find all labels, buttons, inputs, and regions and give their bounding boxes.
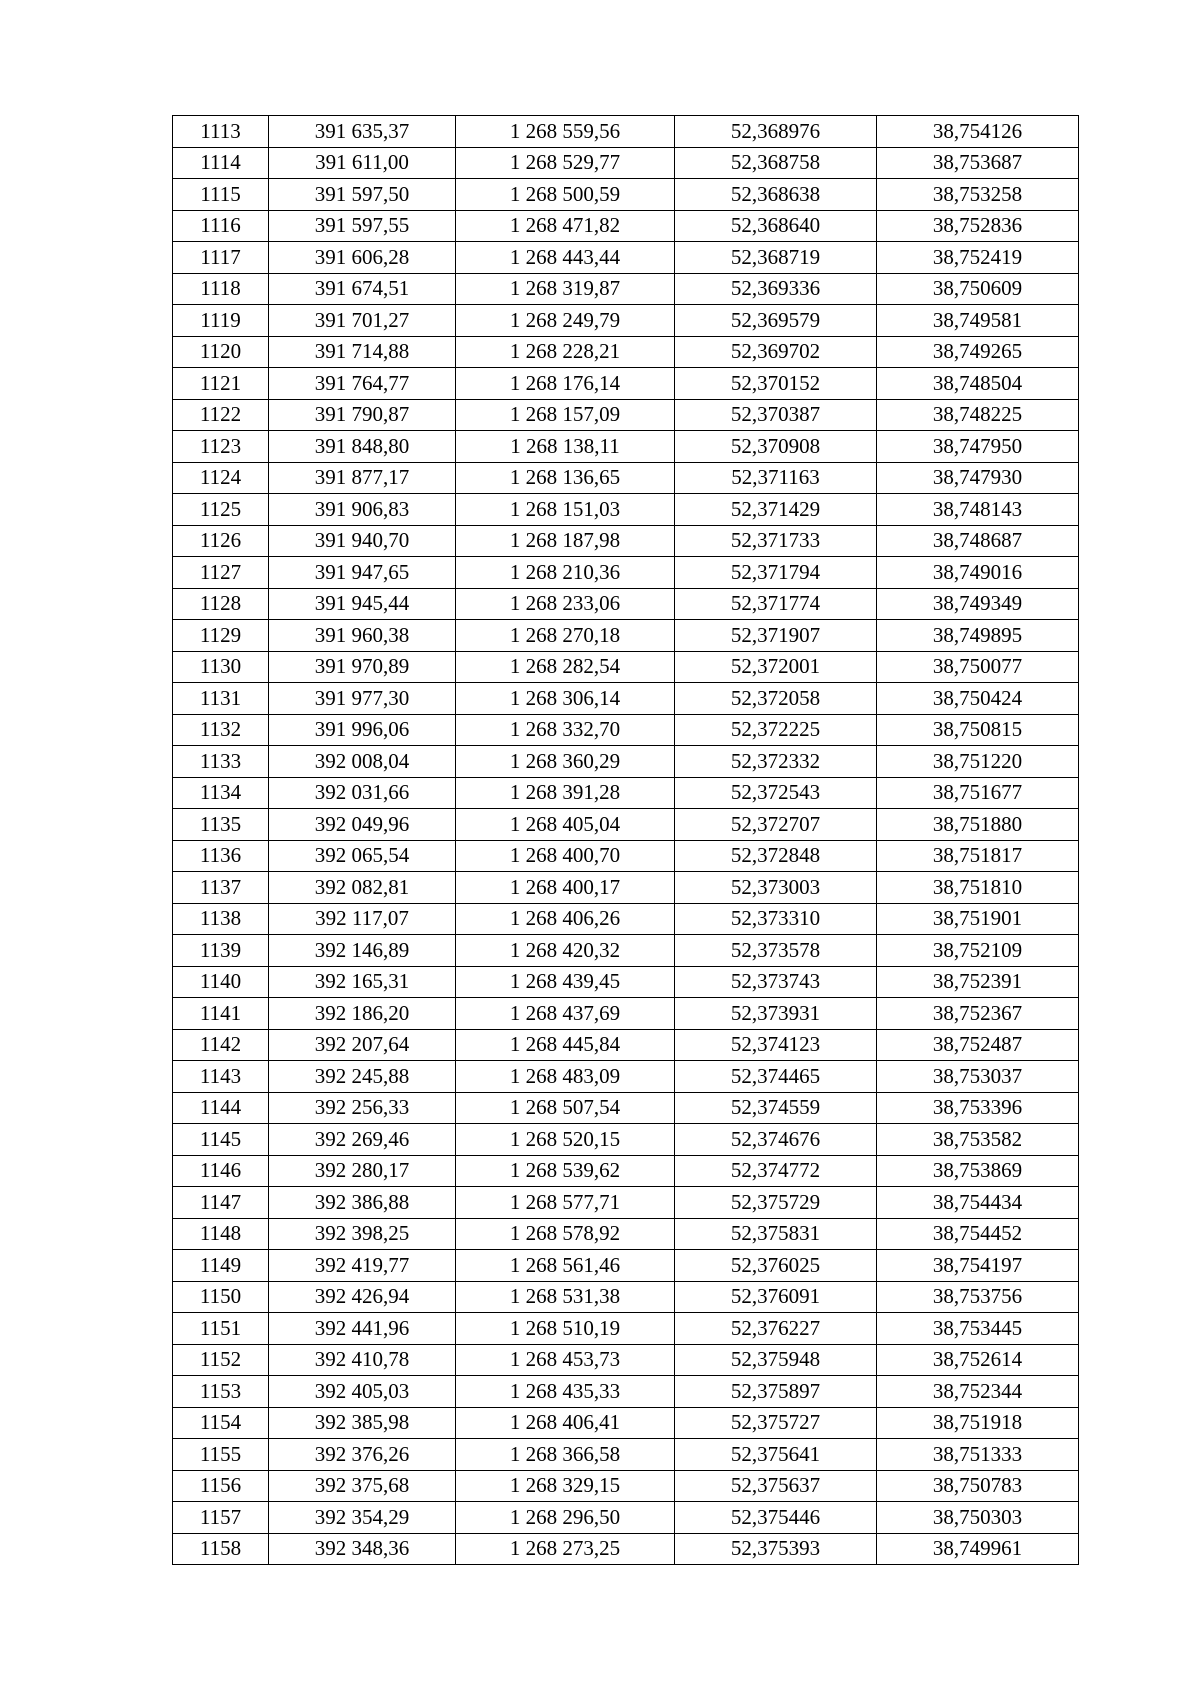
table-row <box>173 620 1079 652</box>
point-number-cell: 1144 <box>173 1092 269 1124</box>
point-number-cell: 1127 <box>173 557 269 589</box>
x-coordinate-cell: 392 375,68 <box>269 1470 456 1502</box>
longitude-cell: 38,753869 <box>877 1155 1079 1187</box>
longitude-cell: 38,752419 <box>877 242 1079 274</box>
y-coordinate-cell: 1 268 233,06 <box>456 588 675 620</box>
x-coordinate-cell: 391 970,89 <box>269 651 456 683</box>
latitude-cell: 52,368719 <box>675 242 877 274</box>
x-coordinate-cell: 392 405,03 <box>269 1376 456 1408</box>
y-coordinate-cell: 1 268 577,71 <box>456 1187 675 1219</box>
table-row <box>173 1533 1079 1565</box>
table-row <box>173 431 1079 463</box>
latitude-cell: 52,375948 <box>675 1344 877 1376</box>
x-coordinate-cell: 391 960,38 <box>269 620 456 652</box>
x-coordinate-cell: 391 674,51 <box>269 273 456 305</box>
point-number-cell: 1120 <box>173 336 269 368</box>
y-coordinate-cell: 1 268 520,15 <box>456 1124 675 1156</box>
y-coordinate-cell: 1 268 435,33 <box>456 1376 675 1408</box>
x-coordinate-cell: 392 354,29 <box>269 1502 456 1534</box>
table-row <box>173 273 1079 305</box>
latitude-cell: 52,372848 <box>675 840 877 872</box>
point-number-cell: 1136 <box>173 840 269 872</box>
point-number-cell: 1156 <box>173 1470 269 1502</box>
longitude-cell: 38,752614 <box>877 1344 1079 1376</box>
y-coordinate-cell: 1 268 360,29 <box>456 746 675 778</box>
y-coordinate-cell: 1 268 559,56 <box>456 116 675 148</box>
latitude-cell: 52,375393 <box>675 1533 877 1565</box>
table-row <box>173 777 1079 809</box>
latitude-cell: 52,371907 <box>675 620 877 652</box>
latitude-cell: 52,372707 <box>675 809 877 841</box>
table-row <box>173 966 1079 998</box>
point-number-cell: 1158 <box>173 1533 269 1565</box>
table-row <box>173 1061 1079 1093</box>
table-row <box>173 651 1079 683</box>
table-row <box>173 368 1079 400</box>
table-row <box>173 1218 1079 1250</box>
table-row <box>173 1470 1079 1502</box>
y-coordinate-cell: 1 268 157,09 <box>456 399 675 431</box>
latitude-cell: 52,371774 <box>675 588 877 620</box>
table-row <box>173 840 1079 872</box>
x-coordinate-cell: 392 008,04 <box>269 746 456 778</box>
latitude-cell: 52,371429 <box>675 494 877 526</box>
y-coordinate-cell: 1 268 445,84 <box>456 1029 675 1061</box>
latitude-cell: 52,376227 <box>675 1313 877 1345</box>
x-coordinate-cell: 392 082,81 <box>269 872 456 904</box>
y-coordinate-cell: 1 268 329,15 <box>456 1470 675 1502</box>
latitude-cell: 52,370152 <box>675 368 877 400</box>
y-coordinate-cell: 1 268 187,98 <box>456 525 675 557</box>
table-row <box>173 714 1079 746</box>
longitude-cell: 38,749581 <box>877 305 1079 337</box>
x-coordinate-cell: 392 386,88 <box>269 1187 456 1219</box>
table-row <box>173 998 1079 1030</box>
x-coordinate-cell: 392 426,94 <box>269 1281 456 1313</box>
coordinates-table-body <box>173 116 1079 1565</box>
longitude-cell: 38,749961 <box>877 1533 1079 1565</box>
x-coordinate-cell: 392 065,54 <box>269 840 456 872</box>
latitude-cell: 52,372058 <box>675 683 877 715</box>
longitude-cell: 38,749895 <box>877 620 1079 652</box>
table-row <box>173 210 1079 242</box>
x-coordinate-cell: 391 906,83 <box>269 494 456 526</box>
longitude-cell: 38,753258 <box>877 179 1079 211</box>
x-coordinate-cell: 391 611,00 <box>269 147 456 179</box>
table-row <box>173 1439 1079 1471</box>
longitude-cell: 38,754126 <box>877 116 1079 148</box>
latitude-cell: 52,371733 <box>675 525 877 557</box>
table-row <box>173 116 1079 148</box>
y-coordinate-cell: 1 268 420,32 <box>456 935 675 967</box>
x-coordinate-cell: 392 385,98 <box>269 1407 456 1439</box>
point-number-cell: 1146 <box>173 1155 269 1187</box>
x-coordinate-cell: 392 165,31 <box>269 966 456 998</box>
longitude-cell: 38,752109 <box>877 935 1079 967</box>
latitude-cell: 52,375831 <box>675 1218 877 1250</box>
x-coordinate-cell: 391 764,77 <box>269 368 456 400</box>
latitude-cell: 52,374559 <box>675 1092 877 1124</box>
x-coordinate-cell: 392 269,46 <box>269 1124 456 1156</box>
point-number-cell: 1145 <box>173 1124 269 1156</box>
latitude-cell: 52,373931 <box>675 998 877 1030</box>
point-number-cell: 1138 <box>173 903 269 935</box>
point-number-cell: 1133 <box>173 746 269 778</box>
x-coordinate-cell: 391 714,88 <box>269 336 456 368</box>
longitude-cell: 38,747930 <box>877 462 1079 494</box>
longitude-cell: 38,752487 <box>877 1029 1079 1061</box>
longitude-cell: 38,748687 <box>877 525 1079 557</box>
y-coordinate-cell: 1 268 439,45 <box>456 966 675 998</box>
latitude-cell: 52,376025 <box>675 1250 877 1282</box>
point-number-cell: 1132 <box>173 714 269 746</box>
y-coordinate-cell: 1 268 507,54 <box>456 1092 675 1124</box>
x-coordinate-cell: 391 597,55 <box>269 210 456 242</box>
longitude-cell: 38,753687 <box>877 147 1079 179</box>
point-number-cell: 1117 <box>173 242 269 274</box>
longitude-cell: 38,748504 <box>877 368 1079 400</box>
latitude-cell: 52,371794 <box>675 557 877 589</box>
table-row <box>173 1124 1079 1156</box>
longitude-cell: 38,749016 <box>877 557 1079 589</box>
point-number-cell: 1119 <box>173 305 269 337</box>
y-coordinate-cell: 1 268 138,11 <box>456 431 675 463</box>
point-number-cell: 1137 <box>173 872 269 904</box>
point-number-cell: 1143 <box>173 1061 269 1093</box>
x-coordinate-cell: 392 441,96 <box>269 1313 456 1345</box>
point-number-cell: 1139 <box>173 935 269 967</box>
table-row <box>173 903 1079 935</box>
x-coordinate-cell: 391 597,50 <box>269 179 456 211</box>
longitude-cell: 38,751677 <box>877 777 1079 809</box>
longitude-cell: 38,753037 <box>877 1061 1079 1093</box>
table-row <box>173 242 1079 274</box>
y-coordinate-cell: 1 268 578,92 <box>456 1218 675 1250</box>
x-coordinate-cell: 392 419,77 <box>269 1250 456 1282</box>
y-coordinate-cell: 1 268 296,50 <box>456 1502 675 1534</box>
x-coordinate-cell: 391 848,80 <box>269 431 456 463</box>
y-coordinate-cell: 1 268 405,04 <box>456 809 675 841</box>
latitude-cell: 52,370387 <box>675 399 877 431</box>
y-coordinate-cell: 1 268 531,38 <box>456 1281 675 1313</box>
point-number-cell: 1140 <box>173 966 269 998</box>
table-row <box>173 462 1079 494</box>
table-row <box>173 1281 1079 1313</box>
latitude-cell: 52,375637 <box>675 1470 877 1502</box>
longitude-cell: 38,750077 <box>877 651 1079 683</box>
longitude-cell: 38,749349 <box>877 588 1079 620</box>
y-coordinate-cell: 1 268 306,14 <box>456 683 675 715</box>
table-row <box>173 494 1079 526</box>
point-number-cell: 1135 <box>173 809 269 841</box>
table-row <box>173 1029 1079 1061</box>
longitude-cell: 38,754197 <box>877 1250 1079 1282</box>
longitude-cell: 38,750303 <box>877 1502 1079 1534</box>
point-number-cell: 1128 <box>173 588 269 620</box>
y-coordinate-cell: 1 268 273,25 <box>456 1533 675 1565</box>
y-coordinate-cell: 1 268 176,14 <box>456 368 675 400</box>
table-row <box>173 1407 1079 1439</box>
x-coordinate-cell: 391 945,44 <box>269 588 456 620</box>
x-coordinate-cell: 392 186,20 <box>269 998 456 1030</box>
longitude-cell: 38,747950 <box>877 431 1079 463</box>
point-number-cell: 1126 <box>173 525 269 557</box>
longitude-cell: 38,753445 <box>877 1313 1079 1345</box>
table-row <box>173 935 1079 967</box>
y-coordinate-cell: 1 268 443,44 <box>456 242 675 274</box>
longitude-cell: 38,748143 <box>877 494 1079 526</box>
latitude-cell: 52,368758 <box>675 147 877 179</box>
table-row <box>173 809 1079 841</box>
y-coordinate-cell: 1 268 406,41 <box>456 1407 675 1439</box>
y-coordinate-cell: 1 268 391,28 <box>456 777 675 809</box>
longitude-cell: 38,748225 <box>877 399 1079 431</box>
point-number-cell: 1130 <box>173 651 269 683</box>
table-row <box>173 336 1079 368</box>
table-row <box>173 588 1079 620</box>
latitude-cell: 52,370908 <box>675 431 877 463</box>
table-row <box>173 525 1079 557</box>
y-coordinate-cell: 1 268 319,87 <box>456 273 675 305</box>
y-coordinate-cell: 1 268 366,58 <box>456 1439 675 1471</box>
point-number-cell: 1155 <box>173 1439 269 1471</box>
x-coordinate-cell: 391 635,37 <box>269 116 456 148</box>
longitude-cell: 38,752391 <box>877 966 1079 998</box>
y-coordinate-cell: 1 268 249,79 <box>456 305 675 337</box>
latitude-cell: 52,372332 <box>675 746 877 778</box>
table-row <box>173 399 1079 431</box>
latitude-cell: 52,375897 <box>675 1376 877 1408</box>
latitude-cell: 52,369336 <box>675 273 877 305</box>
x-coordinate-cell: 392 245,88 <box>269 1061 456 1093</box>
point-number-cell: 1147 <box>173 1187 269 1219</box>
x-coordinate-cell: 391 977,30 <box>269 683 456 715</box>
longitude-cell: 38,752367 <box>877 998 1079 1030</box>
x-coordinate-cell: 392 207,64 <box>269 1029 456 1061</box>
latitude-cell: 52,375446 <box>675 1502 877 1534</box>
longitude-cell: 38,751880 <box>877 809 1079 841</box>
point-number-cell: 1131 <box>173 683 269 715</box>
latitude-cell: 52,374772 <box>675 1155 877 1187</box>
y-coordinate-cell: 1 268 400,17 <box>456 872 675 904</box>
point-number-cell: 1153 <box>173 1376 269 1408</box>
longitude-cell: 38,751817 <box>877 840 1079 872</box>
point-number-cell: 1123 <box>173 431 269 463</box>
point-number-cell: 1118 <box>173 273 269 305</box>
latitude-cell: 52,374676 <box>675 1124 877 1156</box>
y-coordinate-cell: 1 268 136,65 <box>456 462 675 494</box>
point-number-cell: 1152 <box>173 1344 269 1376</box>
point-number-cell: 1154 <box>173 1407 269 1439</box>
y-coordinate-cell: 1 268 228,21 <box>456 336 675 368</box>
point-number-cell: 1134 <box>173 777 269 809</box>
table-row <box>173 179 1079 211</box>
table-row <box>173 305 1079 337</box>
table-row <box>173 1155 1079 1187</box>
longitude-cell: 38,750815 <box>877 714 1079 746</box>
y-coordinate-cell: 1 268 406,26 <box>456 903 675 935</box>
latitude-cell: 52,368640 <box>675 210 877 242</box>
table-row <box>173 1250 1079 1282</box>
table-row <box>173 147 1079 179</box>
latitude-cell: 52,372225 <box>675 714 877 746</box>
x-coordinate-cell: 391 701,27 <box>269 305 456 337</box>
latitude-cell: 52,372001 <box>675 651 877 683</box>
point-number-cell: 1124 <box>173 462 269 494</box>
y-coordinate-cell: 1 268 539,62 <box>456 1155 675 1187</box>
table-row <box>173 1313 1079 1345</box>
latitude-cell: 52,374465 <box>675 1061 877 1093</box>
longitude-cell: 38,749265 <box>877 336 1079 368</box>
longitude-cell: 38,754452 <box>877 1218 1079 1250</box>
x-coordinate-cell: 391 947,65 <box>269 557 456 589</box>
latitude-cell: 52,373310 <box>675 903 877 935</box>
longitude-cell: 38,754434 <box>877 1187 1079 1219</box>
point-number-cell: 1129 <box>173 620 269 652</box>
x-coordinate-cell: 392 117,07 <box>269 903 456 935</box>
longitude-cell: 38,751810 <box>877 872 1079 904</box>
longitude-cell: 38,750609 <box>877 273 1079 305</box>
point-number-cell: 1142 <box>173 1029 269 1061</box>
x-coordinate-cell: 392 398,25 <box>269 1218 456 1250</box>
latitude-cell: 52,375727 <box>675 1407 877 1439</box>
longitude-cell: 38,752344 <box>877 1376 1079 1408</box>
x-coordinate-cell: 391 606,28 <box>269 242 456 274</box>
latitude-cell: 52,371163 <box>675 462 877 494</box>
table-row <box>173 1502 1079 1534</box>
table-row <box>173 1344 1079 1376</box>
latitude-cell: 52,376091 <box>675 1281 877 1313</box>
longitude-cell: 38,751333 <box>877 1439 1079 1471</box>
y-coordinate-cell: 1 268 400,70 <box>456 840 675 872</box>
latitude-cell: 52,373003 <box>675 872 877 904</box>
longitude-cell: 38,752836 <box>877 210 1079 242</box>
latitude-cell: 52,368638 <box>675 179 877 211</box>
y-coordinate-cell: 1 268 270,18 <box>456 620 675 652</box>
point-number-cell: 1157 <box>173 1502 269 1534</box>
point-number-cell: 1116 <box>173 210 269 242</box>
x-coordinate-cell: 392 049,96 <box>269 809 456 841</box>
longitude-cell: 38,753582 <box>877 1124 1079 1156</box>
latitude-cell: 52,373578 <box>675 935 877 967</box>
point-number-cell: 1148 <box>173 1218 269 1250</box>
coordinates-table <box>172 115 1079 1565</box>
point-number-cell: 1122 <box>173 399 269 431</box>
y-coordinate-cell: 1 268 151,03 <box>456 494 675 526</box>
longitude-cell: 38,750424 <box>877 683 1079 715</box>
y-coordinate-cell: 1 268 483,09 <box>456 1061 675 1093</box>
point-number-cell: 1150 <box>173 1281 269 1313</box>
x-coordinate-cell: 392 146,89 <box>269 935 456 967</box>
y-coordinate-cell: 1 268 332,70 <box>456 714 675 746</box>
longitude-cell: 38,751901 <box>877 903 1079 935</box>
table-row <box>173 683 1079 715</box>
x-coordinate-cell: 391 877,17 <box>269 462 456 494</box>
point-number-cell: 1121 <box>173 368 269 400</box>
latitude-cell: 52,369702 <box>675 336 877 368</box>
y-coordinate-cell: 1 268 210,36 <box>456 557 675 589</box>
x-coordinate-cell: 392 280,17 <box>269 1155 456 1187</box>
latitude-cell: 52,374123 <box>675 1029 877 1061</box>
x-coordinate-cell: 391 996,06 <box>269 714 456 746</box>
x-coordinate-cell: 392 410,78 <box>269 1344 456 1376</box>
point-number-cell: 1113 <box>173 116 269 148</box>
point-number-cell: 1151 <box>173 1313 269 1345</box>
point-number-cell: 1115 <box>173 179 269 211</box>
table-row <box>173 872 1079 904</box>
point-number-cell: 1149 <box>173 1250 269 1282</box>
longitude-cell: 38,753756 <box>877 1281 1079 1313</box>
latitude-cell: 52,373743 <box>675 966 877 998</box>
x-coordinate-cell: 391 940,70 <box>269 525 456 557</box>
x-coordinate-cell: 391 790,87 <box>269 399 456 431</box>
y-coordinate-cell: 1 268 510,19 <box>456 1313 675 1345</box>
table-row <box>173 1187 1079 1219</box>
y-coordinate-cell: 1 268 453,73 <box>456 1344 675 1376</box>
x-coordinate-cell: 392 376,26 <box>269 1439 456 1471</box>
table-row <box>173 746 1079 778</box>
latitude-cell: 52,369579 <box>675 305 877 337</box>
latitude-cell: 52,375641 <box>675 1439 877 1471</box>
longitude-cell: 38,751918 <box>877 1407 1079 1439</box>
x-coordinate-cell: 392 256,33 <box>269 1092 456 1124</box>
y-coordinate-cell: 1 268 437,69 <box>456 998 675 1030</box>
x-coordinate-cell: 392 348,36 <box>269 1533 456 1565</box>
latitude-cell: 52,372543 <box>675 777 877 809</box>
x-coordinate-cell: 392 031,66 <box>269 777 456 809</box>
longitude-cell: 38,751220 <box>877 746 1079 778</box>
longitude-cell: 38,753396 <box>877 1092 1079 1124</box>
latitude-cell: 52,368976 <box>675 116 877 148</box>
y-coordinate-cell: 1 268 529,77 <box>456 147 675 179</box>
table-row <box>173 1092 1079 1124</box>
longitude-cell: 38,750783 <box>877 1470 1079 1502</box>
y-coordinate-cell: 1 268 282,54 <box>456 651 675 683</box>
table-row <box>173 1376 1079 1408</box>
point-number-cell: 1125 <box>173 494 269 526</box>
table-row <box>173 557 1079 589</box>
point-number-cell: 1114 <box>173 147 269 179</box>
y-coordinate-cell: 1 268 561,46 <box>456 1250 675 1282</box>
point-number-cell: 1141 <box>173 998 269 1030</box>
y-coordinate-cell: 1 268 471,82 <box>456 210 675 242</box>
latitude-cell: 52,375729 <box>675 1187 877 1219</box>
y-coordinate-cell: 1 268 500,59 <box>456 179 675 211</box>
